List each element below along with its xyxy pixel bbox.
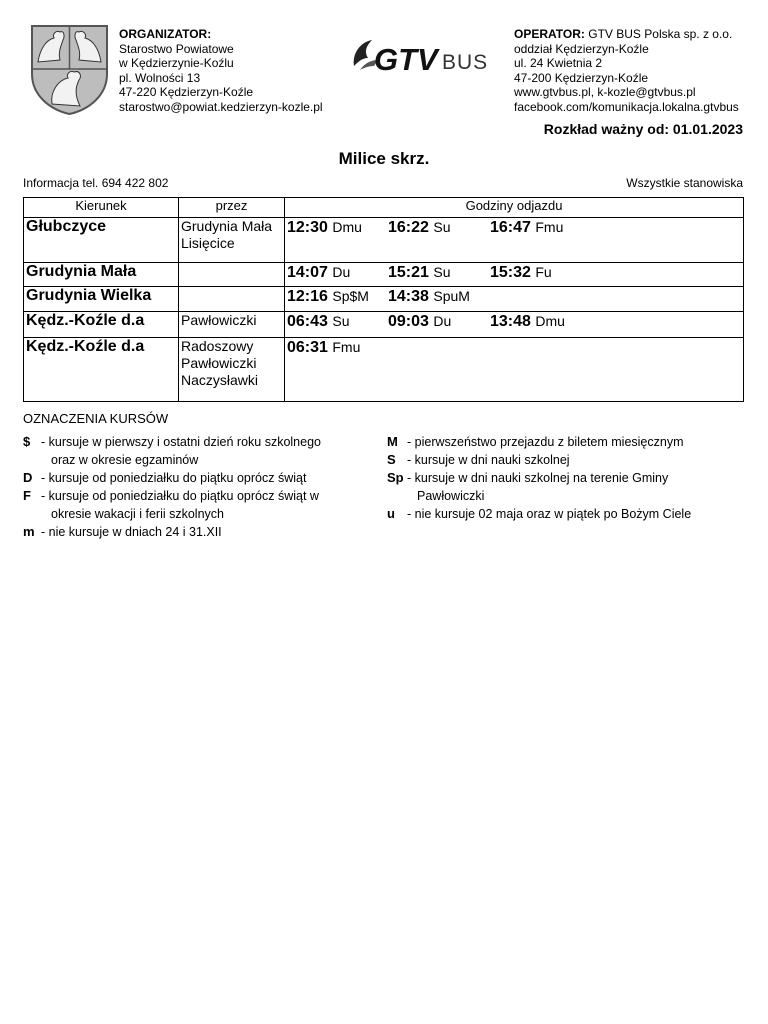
timetable-row [24, 312, 744, 338]
legend-key: $ [23, 434, 31, 449]
departure [287, 313, 350, 331]
departure-time: 13:48 [490, 313, 531, 330]
operator-name: GTV BUS Polska sp. z o.o. [588, 27, 733, 41]
svg-text:BUS: BUS [442, 51, 489, 74]
svg-text:GTV: GTV [374, 42, 438, 77]
via-stop: Radoszowy [181, 338, 254, 354]
legend-text: - nie kursuje 02 maja oraz w piątek po Bożym Ciele [407, 507, 692, 521]
via-stop: Pawłowiczki [181, 312, 257, 328]
organizer-block [119, 27, 323, 115]
direction-cell: Grudynia Mała [24, 263, 179, 287]
legend-key: D [23, 470, 33, 485]
via-stop: Grudynia Mała [181, 218, 273, 234]
departure [388, 313, 451, 331]
departure-time: 14:07 [287, 264, 328, 281]
departure [490, 219, 563, 237]
departure-code: Dmu [332, 219, 362, 235]
via-stop: Lisięcice [181, 235, 235, 251]
departure-code: Sp$M [332, 288, 369, 304]
direction-cell: Kędz.-Koźle d.a [24, 338, 179, 402]
via-stop: Naczysławki [181, 372, 259, 388]
operator-line: 47-200 Kędzierzyn-Koźle [514, 70, 649, 85]
legend-text: - nie kursuje w dniach 24 i 31.XII [41, 525, 222, 539]
departure-code: Dmu [535, 313, 565, 329]
departure [388, 288, 470, 306]
departure-code: SpuM [433, 288, 470, 304]
departure-code: Su [433, 219, 451, 235]
timetable-row [24, 218, 744, 263]
organizer-line: pl. Wolności 13 [119, 70, 201, 85]
direction-cell: Kędz.-Koźle d.a [24, 312, 179, 338]
operator-line: ul. 24 Kwietnia 2 [514, 56, 603, 71]
organizer-line: w Kędzierzynie-Koźlu [119, 56, 234, 71]
departure-time: 06:31 [287, 339, 328, 356]
organizer-heading: ORGANIZATOR: [119, 27, 212, 41]
legend-text: - kursuje w pierwszy i ostatni dzień roku szkolnego [41, 435, 321, 449]
operator-block [514, 27, 739, 115]
departure-time: 09:03 [388, 313, 429, 330]
departure-time: 15:32 [490, 264, 531, 281]
departure-time: 06:43 [287, 313, 328, 330]
legend-key: Sp [387, 470, 404, 485]
operator-web: www.gtvbus.pl, k-kozle@gtvbus.pl [514, 85, 696, 100]
departure-code: Su [433, 264, 451, 280]
via-cell [179, 263, 285, 287]
departure [287, 288, 369, 306]
via-cell [179, 338, 285, 402]
timetable-row [24, 263, 744, 287]
direction-cell: Grudynia Wielka [24, 287, 179, 312]
info-phone: Informacja tel. 694 422 802 [23, 176, 169, 190]
legend-text: Pawłowiczki [417, 489, 485, 503]
header-via: przez [179, 198, 285, 218]
legend-key: M [387, 434, 398, 449]
departure-code: Du [433, 313, 452, 329]
legend-text: - kursuje od poniedziałku do piątku oprócz świąt [41, 471, 307, 485]
departure [388, 219, 451, 237]
departures-cell [285, 263, 744, 287]
departure-code: Fu [535, 264, 552, 280]
operator-facebook: facebook.com/komunikacja.lokalna.gtvbus [514, 99, 739, 114]
departures-cell [285, 287, 744, 312]
timetable-row [24, 287, 744, 312]
timetable-row [24, 338, 744, 402]
departure [287, 339, 360, 357]
header-departures: Godziny odjazdu [285, 198, 744, 218]
via-cell [179, 312, 285, 338]
departure-time: 12:16 [287, 288, 328, 305]
legend-text: okresie wakacji i ferii szkolnych [51, 507, 224, 521]
header-direction: Kierunek [24, 198, 179, 218]
departures-cell [285, 312, 744, 338]
timetable-header-row [24, 198, 744, 218]
departure [287, 219, 362, 237]
departure-code: Du [332, 264, 351, 280]
timetable [23, 197, 744, 402]
legend-text: - kursuje w dni nauki szkolnej [407, 453, 570, 467]
via-cell [179, 218, 285, 263]
departure-code: Su [332, 313, 350, 329]
gtv-bus-logo [350, 36, 495, 78]
departure-code: Fmu [535, 219, 564, 235]
departure-time: 16:47 [490, 219, 531, 236]
county-crest-logo [30, 24, 109, 116]
departure-time: 16:22 [388, 219, 429, 236]
stop-name: Milice skrz. [338, 149, 430, 168]
stands-label: Wszystkie stanowiska [626, 176, 743, 190]
departure [287, 264, 350, 282]
organizer-line: 47-220 Kędzierzyn-Koźle [119, 85, 254, 100]
via-stop: Pawłowiczki [181, 355, 257, 371]
operator-line: oddział Kędzierzyn-Koźle [514, 41, 649, 56]
departure [490, 313, 565, 331]
legend-title: OZNACZENIA KURSÓW [23, 411, 169, 426]
departure [490, 264, 552, 282]
departures-cell [285, 338, 744, 402]
departure-code: Fmu [332, 339, 361, 355]
legend-text: - kursuje od poniedziałku do piątku oprócz świąt w [41, 489, 319, 503]
operator-heading: OPERATOR: [514, 27, 585, 41]
departure [388, 264, 451, 282]
legend-key: u [387, 506, 395, 521]
organizer-email: starostwo@powiat.kedzierzyn-kozle.pl [119, 99, 323, 114]
legend-text: oraz w okresie egzaminów [51, 453, 199, 467]
departure-time: 15:21 [388, 264, 429, 281]
legend-key: F [23, 488, 31, 503]
validity-date: Rozkład ważny od: 01.01.2023 [543, 121, 743, 137]
direction-cell: Głubczyce [24, 218, 179, 263]
legend-text: - kursuje w dni nauki szkolnej na terenie Gminy [407, 471, 669, 485]
departures-cell [285, 218, 744, 263]
legend-text: - pierwszeństwo przejazdu z biletem miesięcznym [407, 435, 684, 449]
via-cell [179, 287, 285, 312]
departure-time: 12:30 [287, 219, 328, 236]
legend-key: S [387, 452, 396, 467]
legend-key: m [23, 524, 35, 539]
organizer-line: Starostwo Powiatowe [119, 41, 234, 56]
departure-time: 14:38 [388, 288, 429, 305]
